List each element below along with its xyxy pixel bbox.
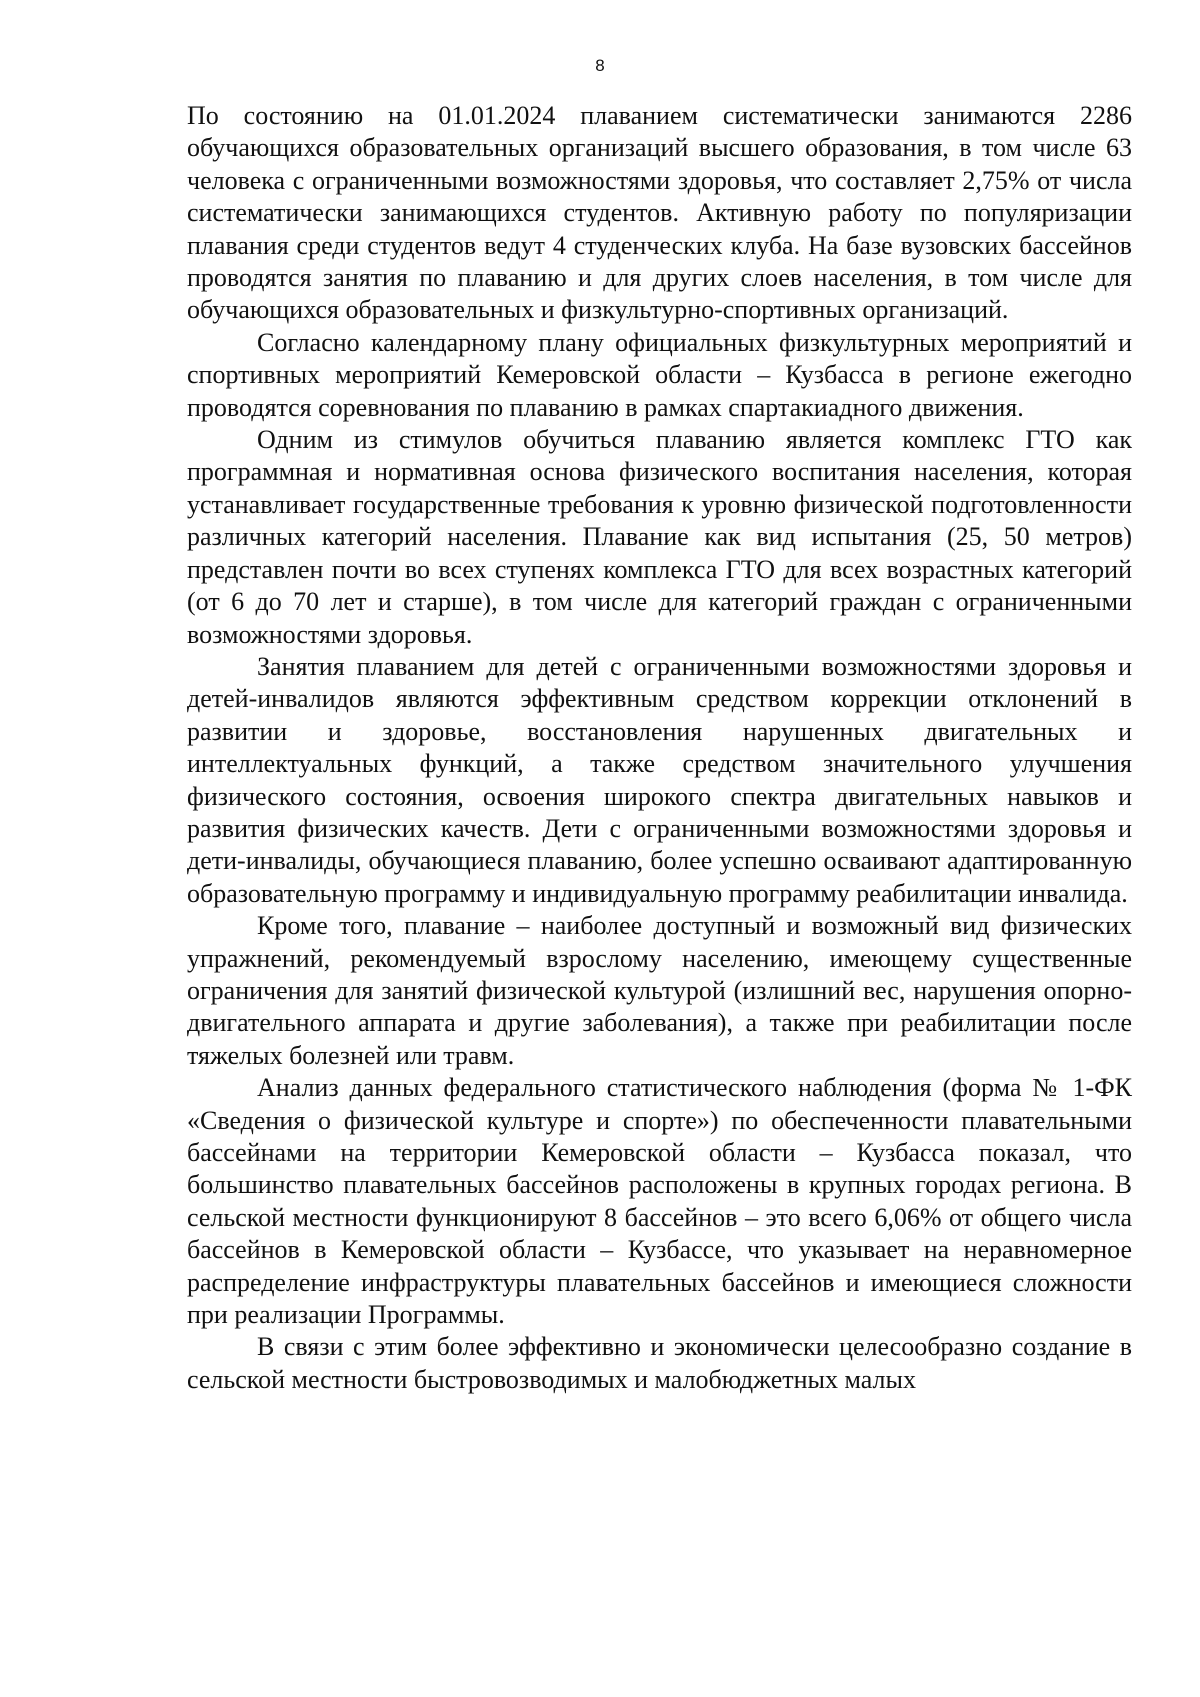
document-body [187,100,1132,1396]
paragraph-statistics-analysis: Анализ данных федерального статистического наблюдения (форма № 1-ФК «Сведения о физической культуре и спорте») по обеспеченности плавательными бассейнами на территории Кемеровской области – Кузбасса показал, что большинство плавательных бассейнов расположены в крупных городах региона. В сельской местности функционируют 8 бассейнов – это всего 6,06% от общего числа бассейнов в Кемеровской области – Кузбассе, что указывает на неравномерное распределение инфраструктуры плавательных бассейнов и имеющиеся сложности при реализации Программы. [187,1073,1132,1330]
paragraph-gto-complex: Одним из стимулов обучиться плаванию является комплекс ГТО как программная и нормативная основа физического воспитания населения, которая устанавливает государственные требования к уровню физической подготовленности различных категорий населения. Плавание как вид испытания (25, 50 метров) представлен почти во всех ступенях комплекса ГТО для всех возрастных категорий (от 6 до 70 лет и старше), в том числе для категорий граждан с ограниченными возможностями здоровья. [187,425,1132,649]
page-number: 8 [595,56,605,75]
paragraph-disabled-children: Занятия плаванием для детей с ограниченными возможностями здоровья и детей-инвалидов являются эффективным средством коррекции отклонений в развитии и здоровье, восстановления нарушенных двигательных и интеллектуальных функций, а также средством значительного улучшения физического состояния, освоения широкого спектра двигательных навыков и развития физических качеств. Дети с ограниченными возможностями здоровья и дети-инвалиды, обучающиеся плаванию, более успешно осваивают адаптированную образовательную программу и индивидуальную программу реабилитации инвалида. [187,651,1132,908]
paragraph-university-swimming: По состоянию на 01.01.2024 плаванием систематически занимаются 2286 обучающихся образовательных организаций высшего образования, в том числе 63 человека с ограниченными возможностями здоровья, что составляет 2,75% от числа систематически занимающихся студентов. Активную работу по популяризации плавания среди студентов ведут 4 студенческих клуба. На базе вузовских бассейнов проводятся занятия по плаванию и для других слоев населения, в том числе для обучающихся образовательных и физкультурно-спортивных организаций. [187,101,1132,325]
paragraph-rural-pools: В связи с этим более эффективно и экономически целесообразно создание в сельской местности быстровозводимых и малобюджетных малых [187,1332,1132,1394]
paragraph-adult-population: Кроме того, плавание – наиболее доступный и возможный вид физических упражнений, рекомендуемый взрослому населению, имеющему существенные ограничения для занятий физической культурой (излишний вес, нарушения опорно-двигательного аппарата и другие заболевания), а также при реабилитации после тяжелых болезней или травм. [187,911,1132,1070]
paragraph-competition-calendar: Согласно календарному плану официальных физкультурных мероприятий и спортивных мероприятий Кемеровской области – Кузбасса в регионе ежегодно проводятся соревнования по плаванию в рамках спартакиадного движения. [187,327,1132,422]
